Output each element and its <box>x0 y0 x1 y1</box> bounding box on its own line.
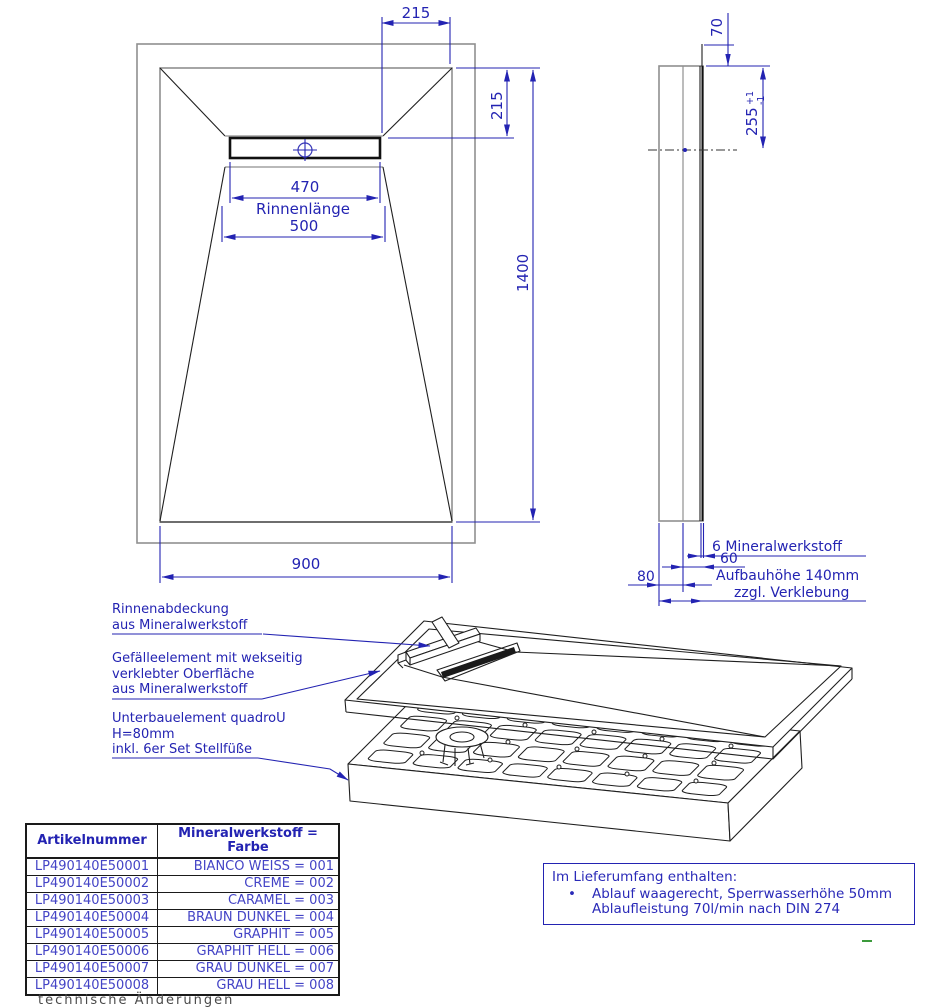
article-table <box>25 823 340 996</box>
callout-slope-line2: verklebter Oberfläche <box>112 666 255 682</box>
dim-500: 500 <box>289 217 319 235</box>
farbe-cell: CREME = 002 <box>158 876 340 893</box>
callout-base-line2: H=80mm <box>112 726 175 742</box>
callout-base <box>112 711 286 758</box>
dim-top-215: 215 <box>401 4 431 22</box>
table-row <box>26 893 339 910</box>
note-aufbauhoehe: Aufbauhöhe 140mm <box>716 568 860 584</box>
callout-cover <box>112 602 247 633</box>
callout-slope-line3: aus Mineralwerkstoff <box>112 682 248 697</box>
delivery-title: Im Lieferumfang enthalten: <box>552 869 738 885</box>
dim-900: 900 <box>291 555 321 573</box>
col-header-farbe <box>158 824 340 858</box>
artikelnummer-cell: LP490140E50008 <box>26 978 158 996</box>
dim-right-215: 215 <box>488 91 506 120</box>
col-header-artikelnummer: Artikelnummer <box>26 824 158 858</box>
delivery-item-1: Ablauf waagerecht, Sperrwasserhöhe 50mm <box>592 886 893 902</box>
side-view <box>648 44 737 521</box>
col-header-farbe-line1: Mineralwerkstoff = <box>178 826 318 841</box>
artikelnummer-cell: LP490140E50003 <box>26 893 158 910</box>
callout-base-line1: Unterbauelement quadroU <box>112 711 286 726</box>
channel-length-label: Rinnenlänge <box>256 200 350 218</box>
dim-255-tol-minus: -1 <box>756 95 767 105</box>
callout-slope-line1: Gefälleelement mit wekseitig <box>112 651 303 666</box>
note-zzgl-verklebung: zzgl. Verklebung <box>734 585 850 601</box>
table-header-row <box>26 824 339 858</box>
farbe-cell: BRAUN DUNKEL = 004 <box>158 910 340 927</box>
callout-cover-line1: Rinnenabdeckung <box>112 602 229 617</box>
dim-80: 80 <box>637 569 655 585</box>
artikelnummer-cell: LP490140E50007 <box>26 961 158 978</box>
callout-slope <box>112 651 303 698</box>
table-row <box>26 910 339 927</box>
note-6-mineralwerkstoff: 6 Mineralwerkstoff <box>712 539 842 555</box>
farbe-cell: GRAU DUNKEL = 007 <box>158 961 340 978</box>
artikelnummer-cell: LP490140E50004 <box>26 910 158 927</box>
farbe-cell: GRAPHIT HELL = 006 <box>158 944 340 961</box>
table-row <box>26 927 339 944</box>
delivery-scope-box <box>543 863 915 925</box>
dim-70: 70 <box>708 17 726 37</box>
green-revision-mark <box>862 940 872 942</box>
bullet-icon: • <box>568 886 576 902</box>
dim-255: 255 <box>743 107 761 136</box>
dim-255-tol-plus: +1 <box>745 90 756 105</box>
table-row <box>26 944 339 961</box>
farbe-cell: GRAU HELL = 008 <box>158 978 340 996</box>
farbe-cell: CARAMEL = 003 <box>158 893 340 910</box>
table-row <box>26 961 339 978</box>
dim-470: 470 <box>290 178 320 196</box>
artikelnummer-cell: LP490140E50001 <box>26 858 158 876</box>
farbe-cell: BIANCO WEISS = 001 <box>158 858 340 876</box>
col-header-farbe-line2: Farbe <box>227 840 269 855</box>
farbe-cell: GRAPHIT = 005 <box>158 927 340 944</box>
side-dimensions <box>628 13 866 606</box>
table-row <box>26 858 339 876</box>
plan-dimensions <box>160 4 540 583</box>
callout-base-line3: inkl. 6er Set Stellfüße <box>112 742 253 757</box>
clipped-footer-text: technische Änderungen <box>38 993 235 1008</box>
delivery-item-2: Ablaufleistung 70l/min nach DIN 274 <box>592 901 841 917</box>
artikelnummer-cell: LP490140E50002 <box>26 876 158 893</box>
table-row <box>26 876 339 893</box>
dim-60: 60 <box>720 551 738 567</box>
artikelnummer-cell: LP490140E50005 <box>26 927 158 944</box>
artikelnummer-cell: LP490140E50006 <box>26 944 158 961</box>
plan-view <box>137 44 475 543</box>
dim-1400: 1400 <box>514 253 532 292</box>
callout-cover-line2: aus Mineralwerkstoff <box>112 617 248 633</box>
